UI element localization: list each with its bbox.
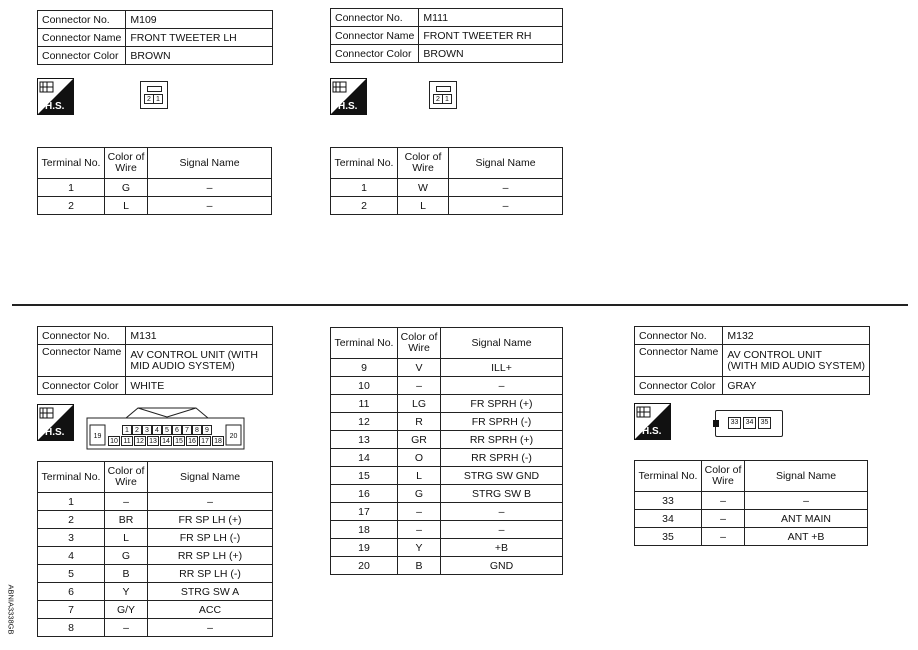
table-cell: 3 <box>38 529 105 547</box>
connector-no-value: M111 <box>419 9 563 27</box>
table-cell: – <box>441 503 563 521</box>
table-row <box>331 485 563 503</box>
section-divider <box>12 304 908 306</box>
table-cell: 19 <box>331 539 398 557</box>
table-row <box>38 565 273 583</box>
table-row <box>38 601 273 619</box>
connector-name-value: FRONT TWEETER LH <box>126 29 273 47</box>
hs-text: H.S. <box>338 101 358 112</box>
table-row <box>331 179 563 197</box>
table-cell: – <box>148 619 273 637</box>
table-cell: G <box>105 179 148 197</box>
header-signal-name: Signal Name <box>148 462 273 493</box>
table-cell: 13 <box>331 431 398 449</box>
table-cell: – <box>105 619 148 637</box>
pin-cell: 5 <box>162 425 172 435</box>
table-row <box>38 179 272 197</box>
table-row <box>331 503 563 521</box>
header-signal-name: Signal Name <box>745 461 868 492</box>
table-row <box>635 492 868 510</box>
table-cell: 15 <box>331 467 398 485</box>
table-cell: B <box>105 565 148 583</box>
table-cell: 2 <box>38 511 105 529</box>
table-row <box>331 557 563 575</box>
label-connector-color: Connector Color <box>38 377 126 395</box>
table-cell: – <box>745 492 868 510</box>
table-cell: – <box>449 197 563 215</box>
table-row <box>635 510 868 528</box>
connector-latch <box>713 420 719 427</box>
pin-cell: 17 <box>199 436 211 446</box>
table-row <box>38 529 273 547</box>
header-terminal-no: Terminal No. <box>331 148 398 179</box>
figure-code: ABNIA3338GB <box>6 584 16 635</box>
pin-cell: 8 <box>192 425 202 435</box>
table-cell: – <box>441 521 563 539</box>
table-cell: – <box>702 528 745 546</box>
table-cell: +B <box>441 539 563 557</box>
connector-latch <box>147 86 162 92</box>
connector-color-value: BROWN <box>126 47 273 65</box>
connector-face-m111 <box>429 81 457 109</box>
harness-side-icon <box>330 78 367 115</box>
pin-cell: 1 <box>122 425 132 435</box>
label-connector-color: Connector Color <box>331 45 419 63</box>
table-row <box>38 619 273 637</box>
table-row <box>38 547 273 565</box>
table-cell: 2 <box>331 197 398 215</box>
header-terminal-no: Terminal No. <box>331 328 398 359</box>
table-cell: L <box>105 529 148 547</box>
pin-cell: 7 <box>182 425 192 435</box>
connector-no-value: M109 <box>126 11 273 29</box>
table-cell: 8 <box>38 619 105 637</box>
connector-latch <box>436 86 451 92</box>
table-cell: 4 <box>38 547 105 565</box>
pin-cell: 4 <box>152 425 162 435</box>
label-connector-color: Connector Color <box>635 377 723 395</box>
harness-side-icon <box>37 78 74 115</box>
table-cell: ACC <box>148 601 273 619</box>
table-cell: 20 <box>331 557 398 575</box>
pin-cell: 14 <box>160 436 172 446</box>
table-cell: RR SP LH (-) <box>148 565 273 583</box>
table-cell: 33 <box>635 492 702 510</box>
table-cell: 9 <box>331 359 398 377</box>
label-connector-no: Connector No. <box>38 11 126 29</box>
table-row <box>331 359 563 377</box>
pin-cell: 10 <box>108 436 120 446</box>
connector-face-m109 <box>140 81 168 109</box>
table-cell: LG <box>398 395 441 413</box>
table-cell: 2 <box>38 197 105 215</box>
connector-name-value: AV CONTROL UNIT (WITH MID AUDIO SYSTEM) <box>723 345 870 377</box>
table-cell: STRG SW A <box>148 583 273 601</box>
table-cell: 6 <box>38 583 105 601</box>
table-cell: 16 <box>331 485 398 503</box>
table-cell: 1 <box>38 493 105 511</box>
table-row <box>331 377 563 395</box>
header-signal-name: Signal Name <box>148 148 272 179</box>
table-cell: ANT MAIN <box>745 510 868 528</box>
table-cell: RR SPRH (-) <box>441 449 563 467</box>
table-cell: B <box>398 557 441 575</box>
hs-text: H.S. <box>45 427 65 438</box>
terminal-table-m131-a <box>37 461 273 637</box>
table-cell: STRG SW GND <box>441 467 563 485</box>
table-cell: FR SP LH (+) <box>148 511 273 529</box>
table-cell: O <box>398 449 441 467</box>
pin-cell: 3 <box>142 425 152 435</box>
table-row <box>38 511 273 529</box>
table-cell: G <box>398 485 441 503</box>
table-row <box>331 413 563 431</box>
table-cell: – <box>148 493 273 511</box>
table-cell: – <box>398 503 441 521</box>
table-row <box>331 395 563 413</box>
hs-text: H.S. <box>642 426 662 437</box>
label-connector-name: Connector Name <box>38 29 126 47</box>
table-cell: – <box>148 179 272 197</box>
terminal-table-m132 <box>634 460 868 546</box>
table-cell: – <box>441 377 563 395</box>
table-cell: V <box>398 359 441 377</box>
table-cell: FR SP LH (-) <box>148 529 273 547</box>
pin-cell: 11 <box>121 436 133 446</box>
table-cell: FR SPRH (-) <box>441 413 563 431</box>
label-connector-color: Connector Color <box>38 47 126 65</box>
table-row <box>635 528 868 546</box>
table-cell: 18 <box>331 521 398 539</box>
pin-cell: 33 <box>728 417 741 429</box>
connector-color-value: WHITE <box>126 377 273 395</box>
table-cell: – <box>702 492 745 510</box>
pin-cell: 2 <box>132 425 142 435</box>
table-cell: 17 <box>331 503 398 521</box>
header-terminal-no: Terminal No. <box>38 462 105 493</box>
terminal-table-m109 <box>37 147 272 215</box>
table-row <box>331 431 563 449</box>
header-color-of-wire: Color of Wire <box>398 328 441 359</box>
table-cell: 5 <box>38 565 105 583</box>
pin-cell: 1 <box>153 94 163 104</box>
table-cell: L <box>398 467 441 485</box>
table-row <box>331 539 563 557</box>
table-cell: 34 <box>635 510 702 528</box>
label-connector-name: Connector Name <box>331 27 419 45</box>
table-cell: 1 <box>38 179 105 197</box>
connector-info-m132 <box>634 326 870 395</box>
table-cell: Y <box>105 583 148 601</box>
connector-info-m111 <box>330 8 563 63</box>
header-terminal-no: Terminal No. <box>38 148 105 179</box>
table-cell: W <box>398 179 449 197</box>
table-row <box>331 197 563 215</box>
pin-cell: 1 <box>442 94 452 104</box>
table-cell: G <box>105 547 148 565</box>
connector-no-value: M132 <box>723 327 870 345</box>
table-cell: RR SP LH (+) <box>148 547 273 565</box>
connector-name-value: AV CONTROL UNIT (WITH MID AUDIO SYSTEM) <box>126 345 273 377</box>
pin-cell: 34 <box>743 417 756 429</box>
label-connector-no: Connector No. <box>331 9 419 27</box>
pin-cell: 12 <box>134 436 146 446</box>
table-cell: GND <box>441 557 563 575</box>
terminal-table-m131-b <box>330 327 563 575</box>
table-cell: 35 <box>635 528 702 546</box>
header-color-of-wire: Color of Wire <box>105 148 148 179</box>
table-cell: – <box>105 493 148 511</box>
table-cell: BR <box>105 511 148 529</box>
table-row <box>38 197 272 215</box>
table-cell: 14 <box>331 449 398 467</box>
table-row <box>331 521 563 539</box>
pin-cell: 15 <box>173 436 185 446</box>
table-cell: 10 <box>331 377 398 395</box>
connector-info-m109 <box>37 10 273 65</box>
label-connector-no: Connector No. <box>38 327 126 345</box>
pin-cell: 19 <box>93 433 102 440</box>
table-cell: – <box>148 197 272 215</box>
pin-cell: 2 <box>433 94 443 104</box>
table-row <box>331 467 563 485</box>
pin-cell: 35 <box>758 417 771 429</box>
connector-color-value: BROWN <box>419 45 563 63</box>
table-cell: ILL+ <box>441 359 563 377</box>
header-color-of-wire: Color of Wire <box>702 461 745 492</box>
label-connector-no: Connector No. <box>635 327 723 345</box>
harness-side-icon <box>37 404 74 441</box>
table-cell: FR SPRH (+) <box>441 395 563 413</box>
table-row <box>38 583 273 601</box>
connector-name-value: FRONT TWEETER RH <box>419 27 563 45</box>
hs-text: H.S. <box>45 101 65 112</box>
header-signal-name: Signal Name <box>441 328 563 359</box>
pin-cell: 2 <box>144 94 154 104</box>
table-cell: 12 <box>331 413 398 431</box>
table-cell: – <box>398 377 441 395</box>
terminal-table-m111 <box>330 147 563 215</box>
table-cell: L <box>398 197 449 215</box>
pin-cell: 9 <box>202 425 212 435</box>
connector-face-m132 <box>715 410 783 437</box>
table-cell: – <box>398 521 441 539</box>
header-color-of-wire: Color of Wire <box>105 462 148 493</box>
table-cell: GR <box>398 431 441 449</box>
table-cell: 11 <box>331 395 398 413</box>
header-color-of-wire: Color of Wire <box>398 148 449 179</box>
connector-info-m131 <box>37 326 273 395</box>
table-cell: R <box>398 413 441 431</box>
connector-no-value: M131 <box>126 327 273 345</box>
pin-cell: 20 <box>229 433 238 440</box>
table-cell: – <box>702 510 745 528</box>
pin-cell: 18 <box>212 436 224 446</box>
connector-face-m131 <box>86 405 246 450</box>
table-cell: 7 <box>38 601 105 619</box>
header-terminal-no: Terminal No. <box>635 461 702 492</box>
pin-cell: 6 <box>172 425 182 435</box>
table-row <box>331 449 563 467</box>
table-cell: Y <box>398 539 441 557</box>
table-cell: STRG SW B <box>441 485 563 503</box>
pin-cell: 16 <box>186 436 198 446</box>
header-signal-name: Signal Name <box>449 148 563 179</box>
table-cell: RR SPRH (+) <box>441 431 563 449</box>
label-connector-name: Connector Name <box>38 345 126 377</box>
label-connector-name: Connector Name <box>635 345 723 377</box>
pin-cell: 13 <box>147 436 159 446</box>
table-row <box>38 493 273 511</box>
table-cell: – <box>449 179 563 197</box>
connector-color-value: GRAY <box>723 377 870 395</box>
table-cell: L <box>105 197 148 215</box>
table-cell: G/Y <box>105 601 148 619</box>
harness-side-icon <box>634 403 671 440</box>
table-cell: 1 <box>331 179 398 197</box>
table-cell: ANT +B <box>745 528 868 546</box>
